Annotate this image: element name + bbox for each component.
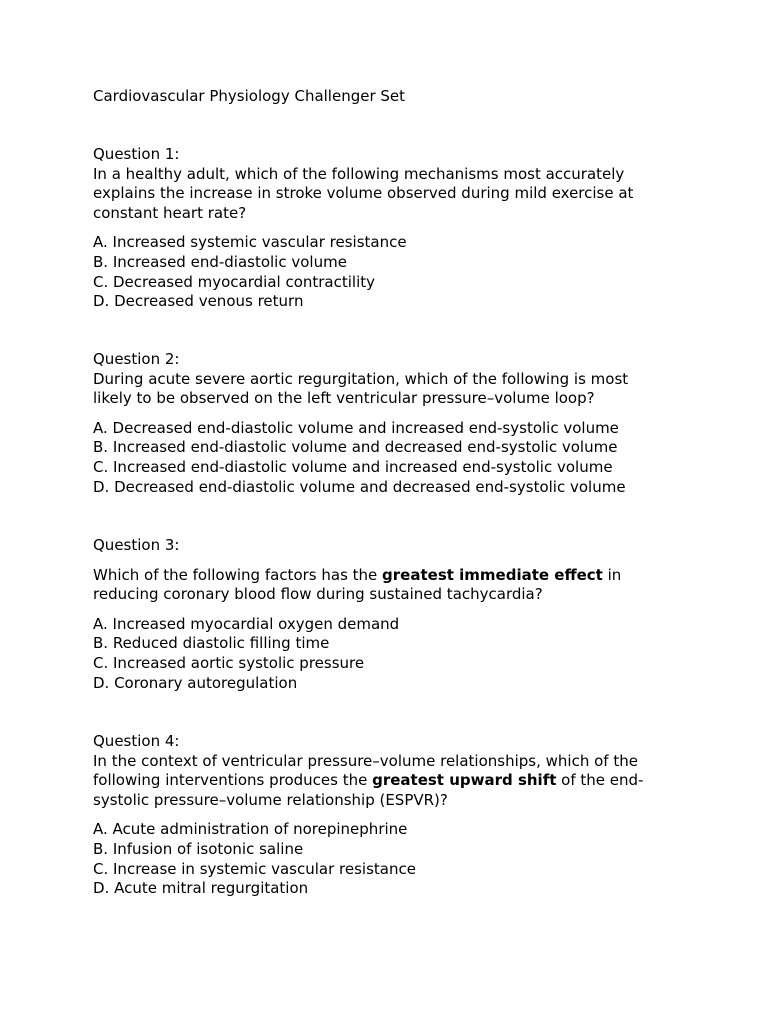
stem-emphasis: greatest upward shift (372, 771, 557, 790)
stem-text: Which of the following factors has the (93, 565, 383, 584)
answer-options (93, 615, 683, 693)
answer-option-c: C. Decreased myocardial contractility (93, 272, 376, 291)
question-3 (93, 536, 683, 693)
answer-option-c: C. Increased aortic systolic pressure (93, 653, 365, 672)
answer-option-b: B. Infusion of isotonic saline (93, 839, 304, 858)
answer-option-c: C. Increased end-diastolic volume and increased end-systolic volume (93, 457, 613, 476)
answer-options (93, 820, 683, 898)
answer-option-b: B. Increased end-diastolic volume and decreased end-systolic volume (93, 438, 618, 457)
answer-option-d: D. Decreased end-diastolic volume and decreased end-systolic volume (93, 477, 626, 496)
question-stem-line: systolic pressure–volume relationship (ESPVR)? (93, 790, 448, 809)
question-stem-line (93, 771, 683, 791)
question-label: Question 3: (93, 536, 180, 554)
answer-option-a: A. Acute administration of norepinephrine (93, 820, 408, 839)
question-stem-line: In a healthy adult, which of the following mechanisms most accurately (93, 164, 625, 183)
answer-option-a: A. Increased systemic vascular resistance (93, 233, 407, 252)
question-stem-line: In the context of ventricular pressure–volume relationships, which of the (93, 751, 638, 770)
answer-option-a: A. Increased myocardial oxygen demand (93, 614, 400, 633)
question-stem-line: explains the increase in stroke volume observed during mild exercise at (93, 184, 634, 203)
question-label: Question 2: (93, 350, 180, 368)
question-stem-line: likely to be observed on the left ventricular pressure–volume loop? (93, 389, 595, 408)
question-4 (93, 732, 683, 899)
stem-text: in (602, 565, 622, 584)
question-stem-line (93, 566, 683, 586)
answer-option-a: A. Decreased end-diastolic volume and increased end-systolic volume (93, 418, 619, 437)
answer-options (93, 233, 683, 311)
question-label: Question 1: (93, 145, 180, 163)
question-stem-line: reducing coronary blood flow during sustained tachycardia? (93, 585, 543, 604)
stem-emphasis: greatest immediate effect (382, 565, 603, 584)
answer-option-d: D. Decreased venous return (93, 292, 304, 311)
question-stem-line: During acute severe aortic regurgitation, which of the following is most (93, 369, 629, 388)
stem-text: following interventions produces the (93, 771, 373, 790)
answer-option-b: B. Increased end-diastolic volume (93, 252, 347, 271)
stem-text: of the end- (556, 771, 644, 790)
answer-option-b: B. Reduced diastolic filling time (93, 634, 330, 653)
question-label: Question 4: (93, 732, 180, 750)
answer-option-c: C. Increase in systemic vascular resistance (93, 859, 416, 878)
answer-options (93, 419, 683, 497)
answer-option-d: D. Coronary autoregulation (93, 673, 298, 692)
question-1 (93, 145, 683, 312)
question-stem-line: constant heart rate? (93, 203, 247, 222)
question-2 (93, 350, 683, 497)
document-title: Cardiovascular Physiology Challenger Set (93, 87, 406, 105)
answer-option-d: D. Acute mitral regurgitation (93, 879, 309, 898)
